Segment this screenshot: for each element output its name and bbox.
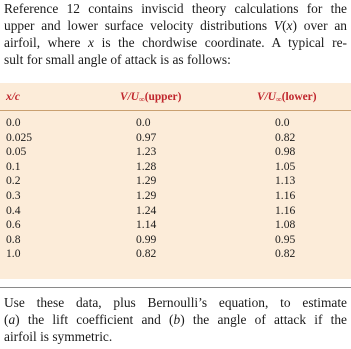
table-cell: 1.29	[136, 174, 157, 188]
table-cell: 1.23	[136, 145, 157, 159]
table-cell: 0.82	[275, 130, 296, 144]
table-cell: 0.05	[6, 145, 27, 159]
intro-line-2-text-a: upper and lower surface velocity distributions	[4, 18, 274, 33]
table-cell: 1.24	[136, 203, 157, 217]
table-cell: 1.05	[275, 159, 296, 173]
table-cell: 0.0	[275, 116, 290, 129]
table-cell: 0.1	[6, 159, 21, 173]
table-cell: 0.99	[136, 232, 157, 246]
section-divider	[0, 287, 351, 288]
intro-line-2-text-c: ) over an	[292, 18, 347, 33]
intro-line-1: Reference 12 contains inviscid theory calculations for the	[4, 1, 347, 16]
column-header-lower-rest: (lower)	[281, 91, 317, 103]
intro-line-2-text-b: (	[282, 18, 287, 33]
table-cell: 0.98	[275, 145, 296, 159]
table-cell: 0.82	[136, 247, 157, 261]
column-header-upper	[120, 91, 181, 104]
question-line-2-paren-a: (	[4, 312, 9, 327]
table-cell: 1.14	[136, 218, 157, 232]
table-cell: 0.025	[6, 130, 33, 144]
x-symbol: x	[286, 18, 293, 33]
table-cell: 0.82	[275, 247, 296, 261]
table-header-divider	[0, 110, 351, 111]
column-header-lower-main: V/U	[257, 91, 276, 103]
table-cell: 1.16	[275, 203, 296, 217]
table-cell: 1.16	[275, 189, 296, 202]
intro-line-4: sult for small angle of attack is as follows:	[4, 52, 231, 67]
table-cell: 0.95	[275, 232, 296, 246]
problem-intro-paragraph	[4, 0, 347, 68]
column-header-upper-main: V/U	[120, 91, 139, 103]
column-header-lower-sub: ∞	[276, 95, 282, 104]
column-header-lower	[257, 91, 317, 104]
table-cell: 0.0	[6, 116, 21, 129]
table-cell: 0.3	[6, 189, 21, 202]
question-line-3: airfoil is symmetric.	[4, 329, 113, 344]
question-line-2-text-b: ) the lift coefficient and (	[15, 312, 174, 327]
table-cell: 1.13	[275, 174, 296, 188]
table-cell: 1.0	[6, 247, 21, 261]
table-cell: 1.08	[275, 218, 296, 232]
table-cell: 0.0	[136, 116, 151, 129]
column-header-xc: x/c	[6, 91, 20, 103]
table-cell: 0.2	[6, 174, 21, 188]
intro-line-3	[4, 34, 347, 51]
intro-line-3-text-a: airfoil, where	[4, 35, 89, 50]
part-a-label: a	[8, 312, 16, 327]
table-cell: 0.4	[6, 203, 21, 217]
table-cell: 0.97	[136, 130, 157, 144]
x-symbol-2: x	[88, 35, 94, 50]
question-line-1: Use these data, plus Bernoulli’s equation, to estimate	[4, 295, 347, 310]
question-line-2	[4, 311, 347, 328]
table-cell: 1.28	[136, 159, 157, 173]
column-header-upper-rest: (upper)	[144, 91, 182, 103]
table-cell: 1.29	[136, 189, 157, 202]
intro-line-2	[4, 17, 347, 34]
question-line-2-text-c: ) the angle of attack if the	[180, 312, 347, 327]
velocity-table	[0, 83, 351, 279]
table-cell: 0.8	[6, 232, 21, 246]
table-cell: 0.6	[6, 218, 21, 232]
intro-line-3-text-b: is the chordwise coordinate. A typical re-	[93, 35, 348, 50]
part-b-label: b	[173, 312, 181, 327]
column-header-upper-sub: ∞	[139, 95, 145, 104]
problem-question-paragraph	[4, 294, 347, 345]
velocity-symbol: V	[273, 18, 283, 33]
